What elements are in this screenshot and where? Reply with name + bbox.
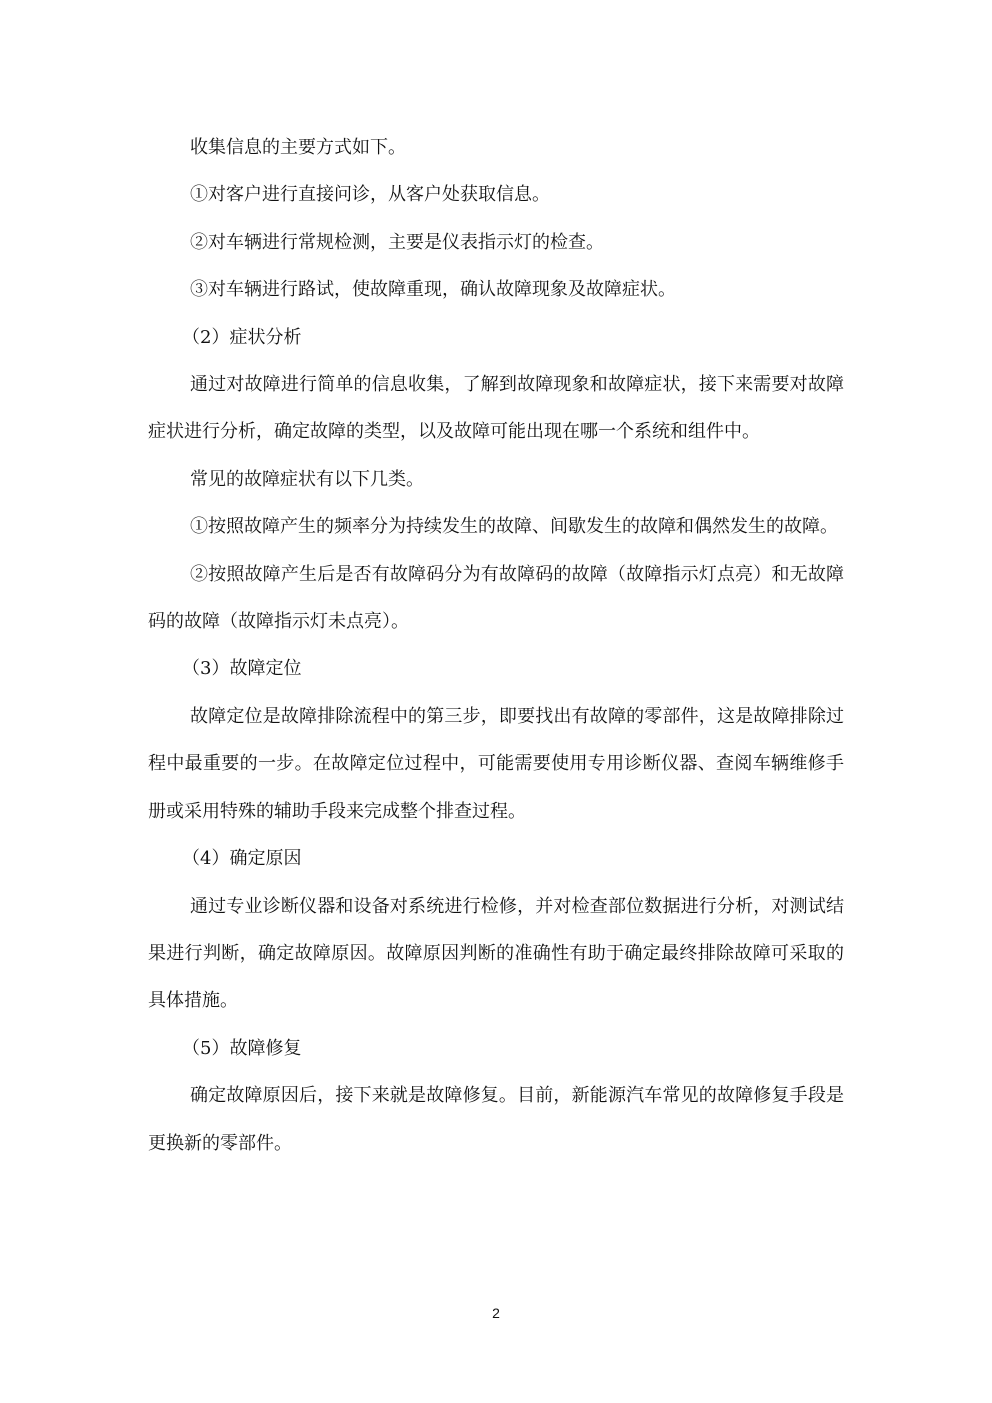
list-item-fault-code: ②按照故障产生后是否有故障码分为有故障码的故障（故障指示灯点亮）和无故障码的故障（故障指示灯未点亮）。: [148, 563, 844, 633]
section-heading-fault-repair: （5）故障修复: [182, 1037, 302, 1059]
paragraph-fault-repair: 确定故障原因后，接下来就是故障修复。目前，新能源汽车常见的故障修复手段是更换新的零部件。: [148, 1085, 844, 1154]
paragraph-determine-cause: 通过专业诊断仪器和设备对系统进行检修，并对检查部位数据进行分析，对测试结果进行判断，确定故障原因。故障原因判断的准确性有助于确定最终排除故障可采取的具体措施。: [148, 895, 844, 1012]
list-item-road-test: ③对车辆进行路试，使故障重现，确认故障现象及故障症状。: [190, 279, 676, 301]
document-body: [148, 124, 844, 1167]
section-heading-symptom-analysis: （2）症状分析: [182, 326, 302, 348]
section-heading-fault-location: （3）故障定位: [182, 658, 302, 680]
section-heading-determine-cause: （4）确定原因: [182, 848, 302, 870]
page-number: 2: [492, 1305, 500, 1321]
paragraph-symptom-analysis: 通过对故障进行简单的信息收集，了解到故障现象和故障症状，接下来需要对故障 症状进行分析，确定故障的类型，以及故障可能出现在哪一个系统和组件中。: [148, 374, 844, 443]
paragraph-info-methods: 收集信息的主要方式如下。: [190, 137, 406, 158]
list-item-frequency: ①按照故障产生的频率分为持续发生的故障、间歇发生的故障和偶然发生的故障。: [190, 516, 838, 538]
list-item-direct-inquiry: ①对客户进行直接问诊，从客户处获取信息。: [190, 184, 550, 206]
list-item-routine-inspection: ②对车辆进行常规检测，主要是仪表指示灯的检查。: [190, 231, 604, 253]
paragraph-fault-location: 故障定位是故障排除流程中的第三步，即要找出有故障的零部件，这是故障排除过程中最重要的一步。在故障定位过程中，可能需要使用专用诊断仪器、查阅车辆维修手册或采用特殊的辅助手段来完成整个排查过程。: [148, 705, 844, 822]
paragraph-common-symptoms: 常见的故障症状有以下几类。: [190, 468, 424, 490]
